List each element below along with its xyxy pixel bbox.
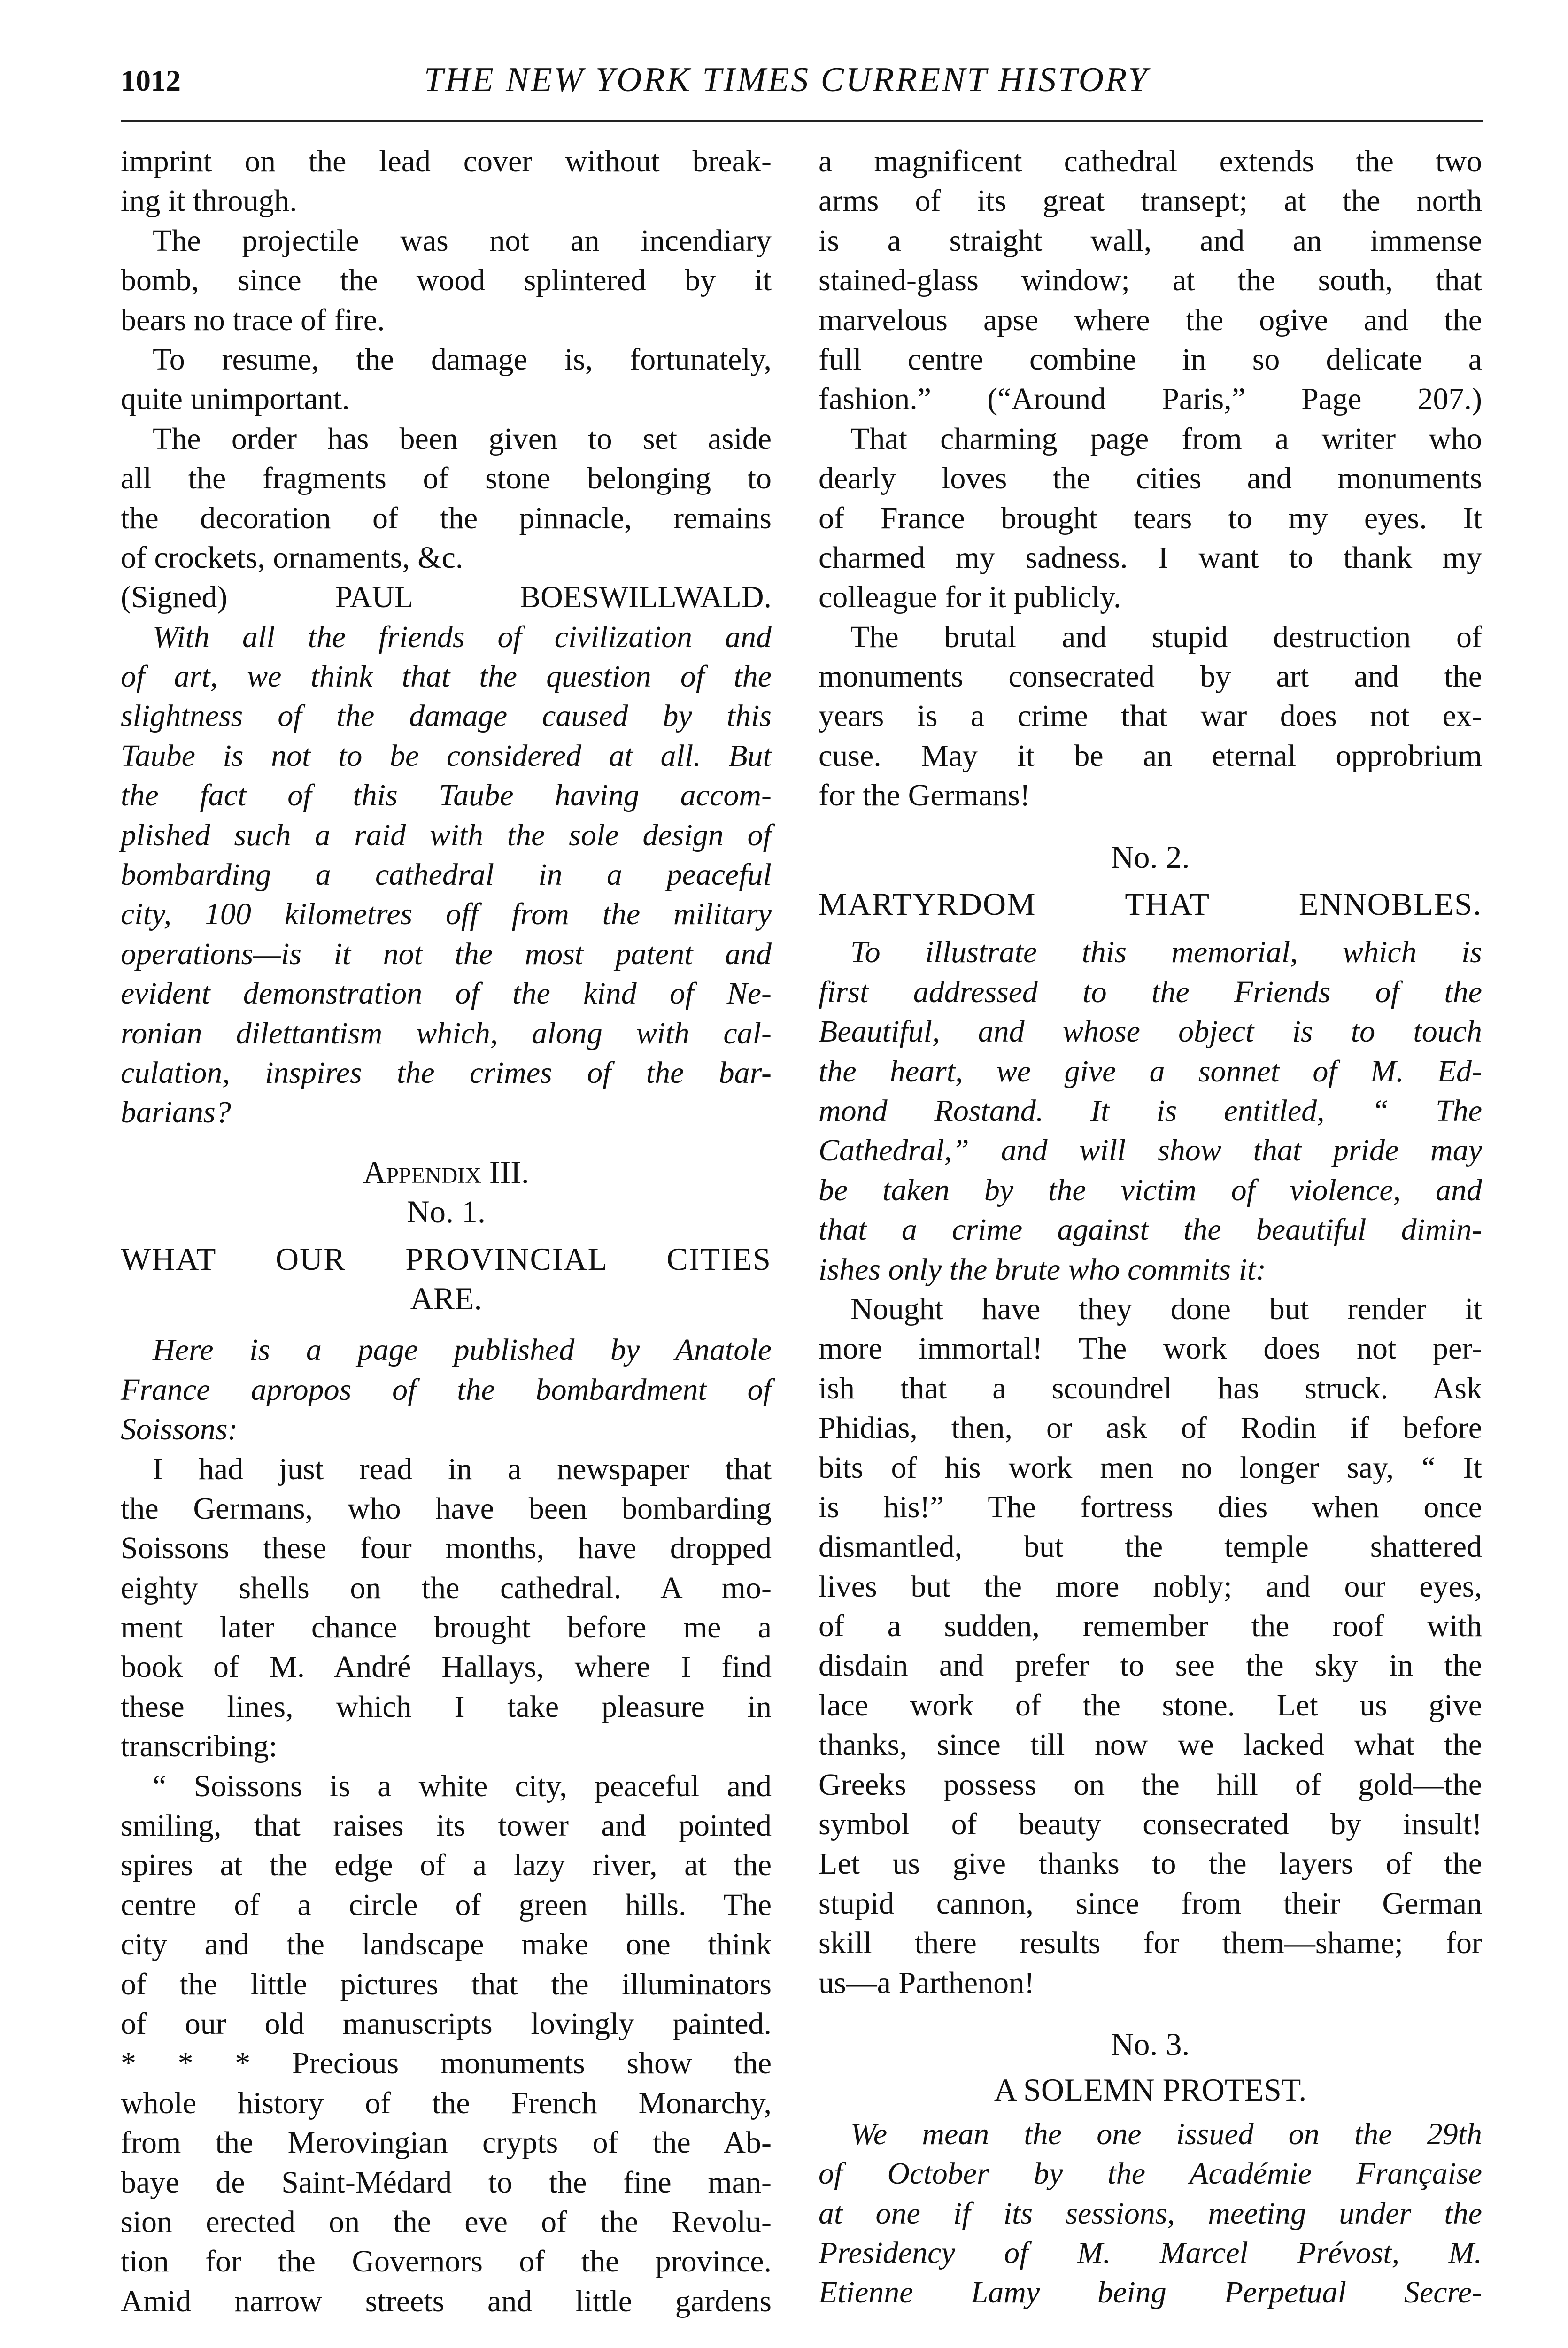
text-line: bits of his work men no longer say, “ It bbox=[819, 1450, 1482, 1485]
text-line: eighty shells on the cathedral. A mo- bbox=[121, 1570, 772, 1605]
text-line: tion for the Governors of the province. bbox=[121, 2244, 772, 2279]
text-line: all the fragments of stone belonging to bbox=[121, 461, 772, 496]
text-line: “ Soissons is a white city, peaceful and bbox=[153, 1769, 772, 1803]
text-line: To resume, the damage is, fortunately, bbox=[153, 342, 772, 377]
text-line: We mean the one issued on the 29th bbox=[850, 2116, 1482, 2151]
section-heading: No. 2. bbox=[1111, 839, 1190, 875]
text-line: whole history of the French Monarchy, bbox=[121, 2085, 772, 2120]
text-line: skill there results for them—shame; for bbox=[819, 1926, 1482, 1961]
header-rule bbox=[121, 120, 1483, 122]
text-line: the fact of this Taube having accom- bbox=[121, 778, 772, 813]
text-line: thanks, since till now we lacked what the bbox=[819, 1728, 1482, 1762]
editorial-paragraph bbox=[121, 1330, 772, 1449]
section-heading: No. 1. bbox=[406, 1194, 486, 1230]
text-line: more immortal! The work does not per- bbox=[819, 1331, 1482, 1366]
text-line: mond Rostand. It is entitled, “ The bbox=[819, 1093, 1482, 1128]
body-paragraph bbox=[121, 578, 772, 617]
text-line: Nought have they done but render it bbox=[850, 1291, 1482, 1326]
text-line: operations—is it not the most patent and bbox=[121, 936, 772, 971]
text-line: slightness of the damage caused by this bbox=[121, 699, 772, 734]
text-line: ish that a scoundrel has struck. Ask bbox=[819, 1371, 1482, 1406]
text-line: Phidias, then, or ask of Rodin if before bbox=[819, 1411, 1482, 1445]
text-line: stained-glass window; at the south, that bbox=[819, 263, 1482, 298]
text-line: centre of a circle of green hills. The bbox=[121, 1887, 772, 1922]
text-line: fashion.” (“Around Paris,” Page 207.) bbox=[819, 382, 1482, 417]
body-paragraph bbox=[819, 142, 1482, 419]
text-line: Taube is not to be considered at all. But bbox=[121, 738, 772, 773]
text-line: Cathedral,” and will show that pride may bbox=[819, 1133, 1482, 1168]
section-heading: Appendix III. bbox=[363, 1154, 529, 1190]
text-line: of a sudden, remember the roof with bbox=[819, 1609, 1482, 1644]
text-line: With all the friends of civilization and bbox=[153, 619, 772, 654]
text-line: Here is a page published by Anatole bbox=[153, 1333, 772, 1367]
text-line: Amid narrow streets and little gardens bbox=[121, 2284, 772, 2318]
text-line: book of M. André Hallays, where I find bbox=[121, 1650, 772, 1684]
text-line: lace work of the stone. Let us give bbox=[819, 1688, 1482, 1722]
text-line: The brutal and stupid destruction of bbox=[850, 619, 1482, 654]
text-line: is his!” The fortress dies when once bbox=[819, 1490, 1482, 1524]
section-heading: MARTYRDOM THAT ENNOBLES. bbox=[819, 886, 1482, 922]
text-line: Greeks possess on the hill of gold—the bbox=[819, 1767, 1482, 1802]
text-line: smiling, that raises its tower and pointed bbox=[121, 1808, 772, 1843]
text-line: ronian dilettantism which, along with cal- bbox=[121, 1016, 772, 1050]
body-paragraph bbox=[121, 419, 772, 578]
section-heading: WHAT OUR PROVINCIAL CITIES bbox=[121, 1241, 772, 1277]
text-line: arms of its great transept; at the north bbox=[819, 184, 1482, 218]
text-line: Presidency of M. Marcel Prévost, M. bbox=[819, 2235, 1482, 2270]
text-line: that a crime against the beautiful dimin- bbox=[819, 1213, 1482, 1247]
text-line: the heart, we give a sonnet of M. Ed- bbox=[819, 1054, 1482, 1089]
body-paragraph bbox=[819, 1290, 1482, 2003]
text-line: for the Germans! bbox=[819, 778, 1030, 813]
text-line: a magnificent cathedral extends the two bbox=[819, 144, 1482, 178]
text-line: of crockets, ornaments, &c. bbox=[121, 540, 463, 575]
page-number: 1012 bbox=[121, 64, 181, 97]
text-line: of France brought tears to my eyes. It bbox=[819, 501, 1482, 535]
text-line: lives but the more nobly; and our eyes, bbox=[819, 1569, 1482, 1604]
text-line: France apropos of the bombardment of bbox=[121, 1372, 772, 1407]
text-line: these lines, which I take pleasure in bbox=[121, 1689, 772, 1724]
editorial-paragraph bbox=[819, 933, 1482, 1290]
body-paragraph bbox=[121, 1767, 772, 2321]
text-line: of art, we think that the question of the bbox=[121, 659, 772, 694]
text-line: the decoration of the pinnacle, remains bbox=[121, 501, 772, 535]
text-line: city, 100 kilometres off from the military bbox=[121, 897, 772, 932]
text-line: bombarding a cathedral in a peaceful bbox=[121, 857, 772, 892]
text-line: the Germans, who have been bombarding bbox=[121, 1491, 772, 1526]
text-line: years is a crime that war does not ex- bbox=[819, 699, 1482, 734]
text-line: imprint on the lead cover without break- bbox=[121, 144, 772, 178]
text-line: first addressed to the Friends of the bbox=[819, 974, 1482, 1009]
text-line: baye de Saint-Médard to the fine man- bbox=[121, 2165, 772, 2200]
body-paragraph bbox=[819, 618, 1482, 816]
text-line: Beautiful, and whose object is to touch bbox=[819, 1014, 1482, 1049]
text-line: of our old manuscripts lovingly painted. bbox=[121, 2006, 772, 2041]
body-paragraph bbox=[121, 142, 772, 221]
text-line: The order has been given to set aside bbox=[153, 421, 772, 456]
text-line: symbol of beauty consecrated by insult! bbox=[819, 1807, 1482, 1842]
text-line: culation, inspires the crimes of the bar- bbox=[121, 1055, 772, 1090]
text-line: evident demonstration of the kind of Ne- bbox=[121, 976, 772, 1011]
left-column bbox=[121, 142, 772, 2321]
text-line: us—a Parthenon! bbox=[819, 1965, 1035, 2000]
text-line: of October by the Académie Française bbox=[819, 2156, 1482, 2191]
section-heading: A SOLEMN PROTEST. bbox=[994, 2072, 1307, 2108]
editorial-paragraph bbox=[819, 2115, 1482, 2313]
text-line: at one if its sessions, meeting under the bbox=[819, 2196, 1482, 2231]
text-line: stupid cannon, since from their German bbox=[819, 1886, 1482, 1921]
text-line: ing it through. bbox=[121, 184, 297, 218]
text-line: * * * Precious monuments show the bbox=[121, 2046, 772, 2081]
body-paragraph bbox=[121, 340, 772, 419]
right-column bbox=[819, 142, 1482, 2313]
text-line: quite unimportant. bbox=[121, 382, 350, 417]
running-title: THE NEW YORK TIMES CURRENT HISTORY bbox=[424, 61, 1150, 99]
text-line: monuments consecrated by art and the bbox=[819, 659, 1482, 694]
section-heading: ARE. bbox=[410, 1280, 482, 1316]
text-line: dismantled, but the temple shattered bbox=[819, 1529, 1482, 1564]
text-line: full centre combine in so delicate a bbox=[819, 342, 1482, 377]
text-line: Let us give thanks to the layers of the bbox=[819, 1846, 1482, 1881]
text-line: transcribing: bbox=[121, 1729, 278, 1764]
text-line: To illustrate this memorial, which is bbox=[850, 935, 1482, 970]
text-line: ishes only the brute who commits it: bbox=[819, 1252, 1267, 1287]
text-line: Soissons: bbox=[121, 1412, 238, 1447]
text-line: disdain and prefer to see the sky in the bbox=[819, 1648, 1482, 1683]
text-line: I had just read in a newspaper that bbox=[153, 1452, 772, 1486]
text-line: be taken by the victim of violence, and bbox=[819, 1173, 1482, 1207]
section-heading: No. 3. bbox=[1111, 2026, 1190, 2062]
text-line: charmed my sadness. I want to thank my bbox=[819, 540, 1482, 575]
text-line: (Signed) PAUL BOESWILLWALD. bbox=[121, 580, 772, 615]
text-line: marvelous apse where the ogive and the bbox=[819, 302, 1482, 337]
text-line: colleague for it publicly. bbox=[819, 580, 1121, 615]
text-line: bears no trace of fire. bbox=[121, 302, 385, 337]
body-paragraph bbox=[121, 1450, 772, 1767]
text-line: That charming page from a writer who bbox=[850, 421, 1482, 456]
text-line: of the little pictures that the illuminators bbox=[121, 1967, 772, 2001]
editorial-paragraph bbox=[121, 618, 772, 1133]
body-paragraph bbox=[819, 419, 1482, 618]
text-line: city and the landscape make one think bbox=[121, 1927, 772, 1962]
text-line: Etienne Lamy being Perpetual Secre- bbox=[819, 2275, 1482, 2310]
text-line: bomb, since the wood splintered by it bbox=[121, 263, 772, 298]
body-paragraph bbox=[121, 221, 772, 340]
text-line: plished such a raid with the sole design of bbox=[121, 818, 772, 852]
text-line: cuse. May it be an eternal opprobrium bbox=[819, 738, 1482, 773]
text-line: dearly loves the cities and monuments bbox=[819, 461, 1482, 496]
text-line: ment later chance brought before me a bbox=[121, 1610, 772, 1645]
text-line: barians? bbox=[121, 1095, 231, 1130]
text-line: The projectile was not an incendiary bbox=[153, 223, 772, 258]
text-line: sion erected on the eve of the Revolu- bbox=[121, 2204, 772, 2239]
text-line: Soissons these four months, have dropped bbox=[121, 1531, 772, 1566]
text-line: from the Merovingian crypts of the Ab- bbox=[121, 2125, 772, 2160]
text-line: spires at the edge of a lazy river, at the bbox=[121, 1848, 772, 1883]
text-line: is a straight wall, and an immense bbox=[819, 223, 1482, 258]
